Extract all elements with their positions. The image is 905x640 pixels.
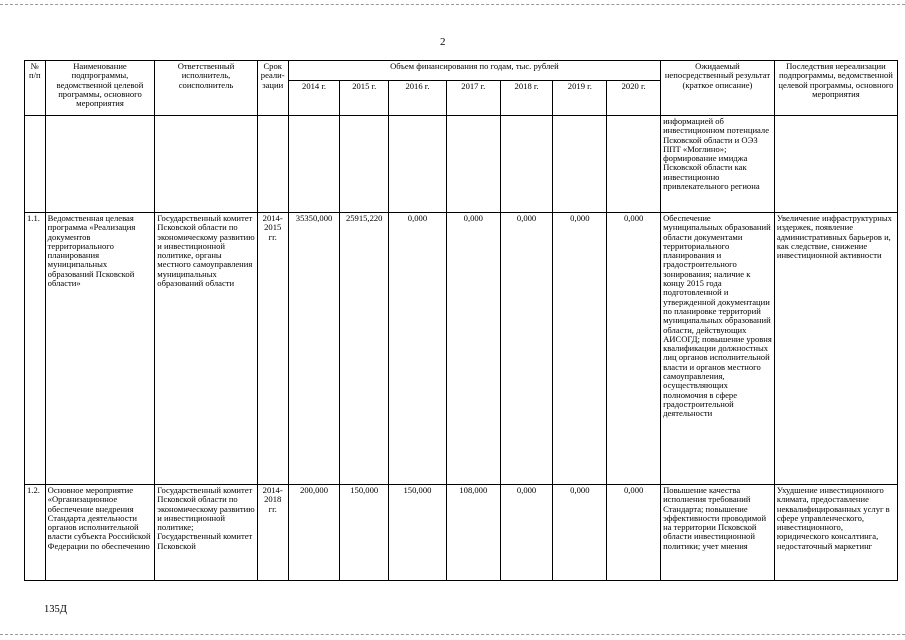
cell-value [446, 116, 500, 213]
cell-value: 150,000 [389, 485, 447, 581]
page-number: 2 [440, 36, 446, 48]
cell-value: 150,000 [340, 485, 389, 581]
cell-name: Основное мероприятие «Организационное обеспечение внедрения Стандарта деятельности органов исполнительной власти субъекта Российской Федерации по обеспечению [45, 485, 155, 581]
header-year: 2019 г. [553, 81, 607, 116]
scan-top-edge [0, 4, 905, 5]
footer-code: 135Д [44, 604, 67, 615]
cell-term: 2014-2015 гг. [257, 213, 288, 485]
cell-value: 0,000 [607, 485, 661, 581]
header-year: 2018 г. [500, 81, 553, 116]
cell-value [288, 116, 340, 213]
header-term: Срок реали-зации [257, 61, 288, 116]
cell-value: 25915,220 [340, 213, 389, 485]
cell-value [389, 116, 447, 213]
cell-value: 0,000 [446, 213, 500, 485]
cell-value [340, 116, 389, 213]
header-year: 2014 г. [288, 81, 340, 116]
header-name: Наименование подпрограммы, ведомственной целевой программы, основного мероприятия [45, 61, 155, 116]
table-row [25, 116, 898, 213]
cell-num: 1.2. [25, 485, 46, 581]
cell-responsible [155, 116, 257, 213]
cell-responsible: Государственный комитет Псковской области по экономическому развитию и инвестиционной политике, органы местного самоуправления муниципальных образований области [155, 213, 257, 485]
scan-bottom-edge [0, 634, 905, 635]
cell-value [553, 116, 607, 213]
header-year: 2020 г. [607, 81, 661, 116]
cell-num: 1.1. [25, 213, 46, 485]
table-row [25, 485, 898, 581]
financing-table [24, 60, 898, 581]
cell-consequences: Ухудшение инвестиционного климата, предоставление неквалифицированных услуг в сфере управленческого, инвестиционного, юридического консалтинга, недостаточный маркетинг [774, 485, 897, 581]
cell-expected: информацией об инвестиционном потенциале Псковской области и ОЭЗ ППТ «Моглино»; формирование имиджа Псковской области как инвестиционно привлекательного региона [661, 116, 775, 213]
cell-value: 0,000 [500, 485, 553, 581]
header-responsible: Ответственный исполнитель, соисполнитель [155, 61, 257, 116]
cell-value [607, 116, 661, 213]
cell-value: 0,000 [553, 213, 607, 485]
cell-value: 0,000 [500, 213, 553, 485]
cell-value [500, 116, 553, 213]
cell-value: 35350,000 [288, 213, 340, 485]
header-consequences: Последствия нереализации подпрограммы, ведомственной целевой программы, основного мероприятия [774, 61, 897, 116]
cell-name [45, 116, 155, 213]
header-year: 2017 г. [446, 81, 500, 116]
cell-responsible: Государственный комитет Псковской области по экономическому развитию и инвестиционной политике; Государственный комитет Псковской [155, 485, 257, 581]
cell-term [257, 116, 288, 213]
header-year: 2015 г. [340, 81, 389, 116]
header-num: № п/п [25, 61, 46, 116]
cell-expected: Обеспечение муниципальных образований области документами территориального планирования и градостроительного зонирования; наличие к концу 2015 года подготовленной и утвержденной документации по планировке территорий муниципальных образований области, действующих АИСОГД; повышение уровня квалификации должностных лиц органов исполнительной власти и органов местного самоуправления, осуществляющих полномочия в сфере градостроительной деятельности [661, 213, 775, 485]
cell-value: 0,000 [553, 485, 607, 581]
header-year: 2016 г. [389, 81, 447, 116]
table-header-row [25, 61, 898, 81]
table-row [25, 213, 898, 485]
cell-value: 200,000 [288, 485, 340, 581]
cell-consequences: Увеличение инфраструктурных издержек, появление административных барьеров и, как следствие, снижение инвестиционной активности [774, 213, 897, 485]
cell-num [25, 116, 46, 213]
header-expected: Ожидаемый непосредственный результат (краткое описание) [661, 61, 775, 116]
cell-term: 2014-2018 гг. [257, 485, 288, 581]
cell-value: 0,000 [389, 213, 447, 485]
cell-consequences [774, 116, 897, 213]
cell-name: Ведомственная целевая программа «Реализация документов территориального планирования муниципальных образований Псковской области» [45, 213, 155, 485]
cell-expected: Повышение качества исполнения требований Стандарта; повышение эффективности проводимой на территории Псковской области инвестиционной политики; учет мнения [661, 485, 775, 581]
cell-value: 0,000 [607, 213, 661, 485]
header-financing: Объем финансирования по годам, тыс. рублей [288, 61, 660, 81]
cell-value: 108,000 [446, 485, 500, 581]
